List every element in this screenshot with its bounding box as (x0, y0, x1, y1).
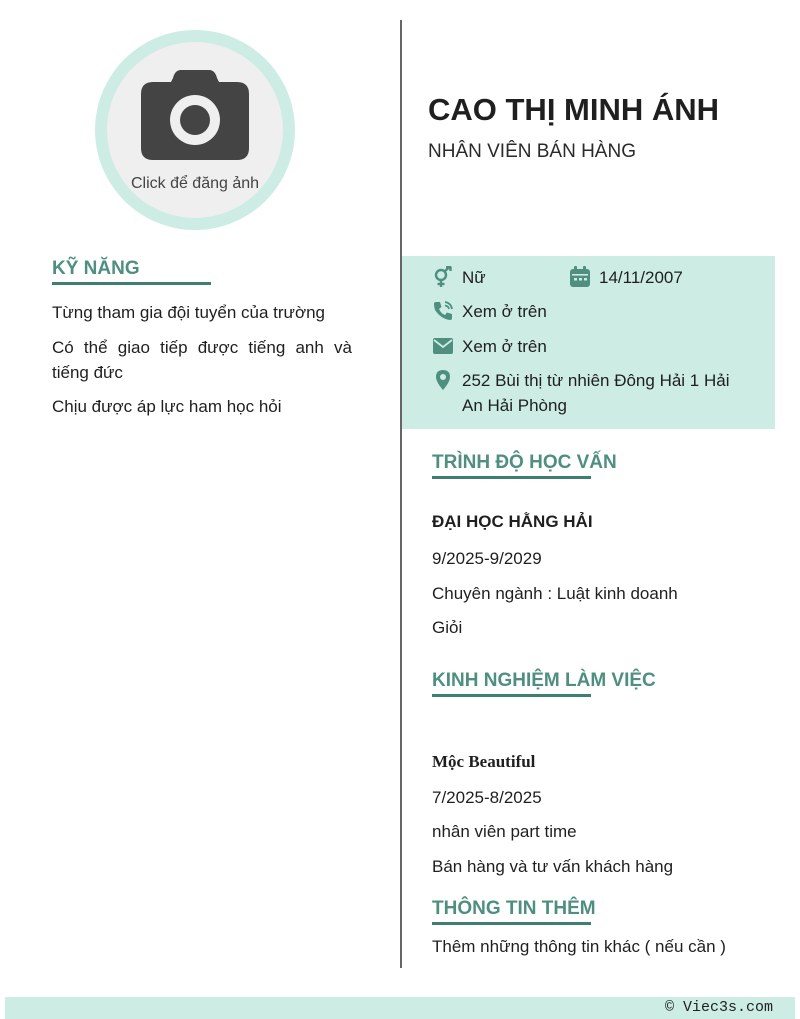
education-title-underline (432, 476, 591, 479)
skills-title-underline (52, 282, 211, 285)
extra-info-title-underline (432, 922, 591, 925)
skills-title: KỸ NĂNG (52, 258, 140, 279)
birthday-text: 14/11/2007 (599, 268, 683, 287)
calendar-icon (569, 266, 591, 288)
school-name: ĐẠI HỌC HẰNG HẢI (432, 512, 593, 531)
skill-item: Có thể giao tiếp được tiếng anh và tiếng đức (52, 338, 352, 382)
skill-item: Từng tham gia đội tuyển của trường (52, 303, 325, 322)
avatar-caption: Click để đăng ảnh (130, 175, 260, 192)
phone-icon (432, 300, 454, 322)
location-pin-icon (432, 369, 454, 391)
education-major: Chuyên ngành : Luật kinh doanh (432, 584, 678, 603)
avatar-upload[interactable] (95, 30, 295, 230)
experience-title-underline (432, 694, 591, 697)
email-text: Xem ở trên (462, 337, 547, 356)
phone-text: Xem ở trên (462, 302, 547, 321)
education-grade: Giỏi (432, 618, 463, 637)
contact-info-box (402, 256, 775, 429)
candidate-position: NHÂN VIÊN BÁN HÀNG (428, 141, 636, 162)
education-period: 9/2025-9/2029 (432, 549, 542, 568)
education-title: TRÌNH ĐỘ HỌC VẤN (432, 452, 617, 473)
address-text: 252 Bùi thị từ nhiên Đông Hải 1 Hải An Hải Phòng (462, 371, 730, 415)
footer-bar (5, 997, 795, 1019)
experience-description: Bán hàng và tư vấn khách hàng (432, 857, 674, 876)
experience-title: KINH NGHIỆM LÀM VIỆC (432, 670, 656, 691)
gender-icon (432, 266, 454, 288)
footer-copyright: © Viec3s.com (664, 999, 773, 1016)
email-icon (432, 335, 454, 357)
company-name: Mộc Beautiful (432, 752, 536, 771)
avatar (107, 42, 283, 218)
camera-icon (141, 66, 249, 162)
experience-role: nhân viên part time (432, 822, 577, 841)
experience-period: 7/2025-8/2025 (432, 788, 542, 807)
extra-info-text: Thêm những thông tin khác ( nếu cần ) (432, 937, 726, 956)
skill-item: Chịu được áp lực ham học hỏi (52, 397, 282, 416)
extra-info-title: THÔNG TIN THÊM (432, 898, 596, 919)
gender-text: Nữ (462, 268, 486, 287)
column-divider (400, 20, 402, 968)
candidate-name: CAO THỊ MINH ÁNH (428, 92, 720, 127)
